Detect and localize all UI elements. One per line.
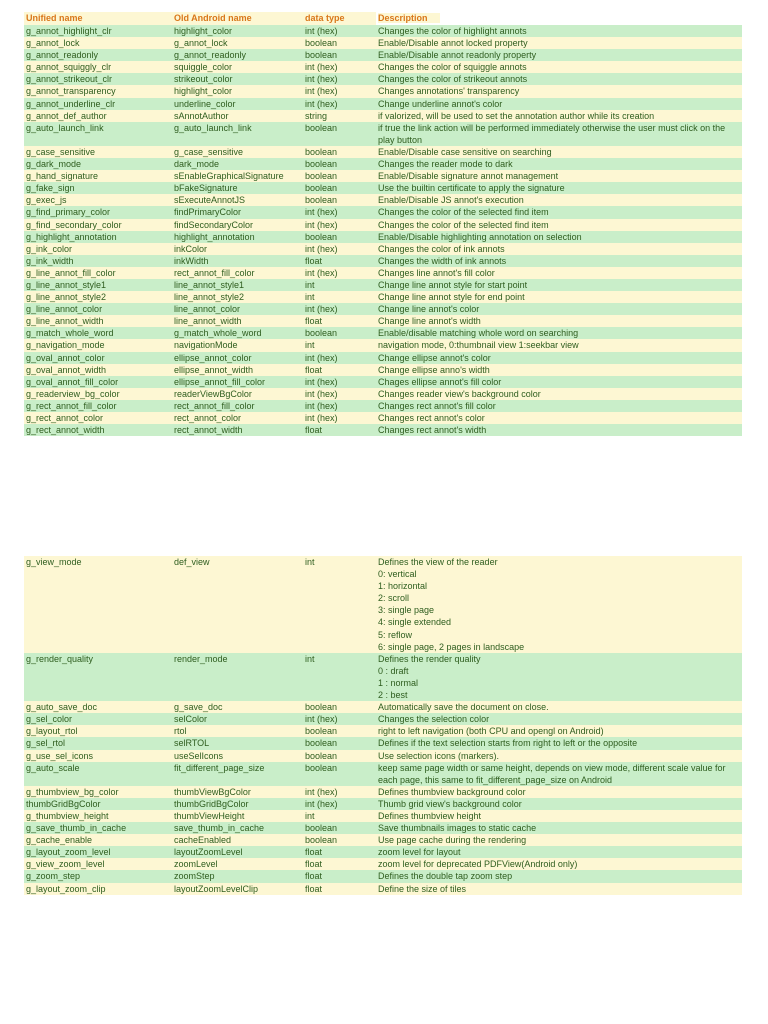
- cell-data-type: boolean: [303, 170, 376, 182]
- cell-old-android-name: thumbViewHeight: [172, 810, 303, 822]
- header-data-type: data type: [303, 12, 376, 25]
- table-row: [24, 182, 742, 194]
- cell-data-type: int (hex): [303, 388, 376, 400]
- cell-unified-name: g_sel_rtol: [24, 737, 172, 749]
- cell-unified-name: g_rect_annot_fill_color: [24, 400, 172, 412]
- cell-old-android-name: g_auto_launch_link: [172, 122, 303, 146]
- cell-unified-name: g_line_annot_style1: [24, 279, 172, 291]
- table-row: [24, 737, 742, 749]
- cell-data-type: int (hex): [303, 206, 376, 218]
- cell-unified-name: g_sel_color: [24, 713, 172, 725]
- cell-description: Change underline annot's color: [376, 98, 742, 110]
- cell-unified-name: g_annot_underline_clr: [24, 98, 172, 110]
- table-row: [24, 339, 742, 351]
- table-row: [24, 701, 742, 713]
- cell-data-type: int (hex): [303, 798, 376, 810]
- table-row: [24, 388, 742, 400]
- cell-data-type: float: [303, 364, 376, 376]
- cell-data-type: int (hex): [303, 25, 376, 37]
- cell-description: if true the link action will be performed immediately otherwise the user must click on the play button: [376, 122, 742, 146]
- cell-unified-name: g_annot_readonly: [24, 49, 172, 61]
- table-row: [24, 49, 742, 61]
- cell-old-android-name: g_match_whole_word: [172, 327, 303, 339]
- cell-old-android-name: layoutZoomLevel: [172, 846, 303, 858]
- table-row: [24, 810, 742, 822]
- cell-description: Changes rect annot's color: [376, 412, 742, 424]
- cell-description: Changes the width of ink annots: [376, 255, 742, 267]
- cell-data-type: int (hex): [303, 61, 376, 73]
- cell-old-android-name: rect_annot_fill_color: [172, 400, 303, 412]
- cell-old-android-name: render_mode: [172, 653, 303, 701]
- cell-description: Change line annot's color: [376, 303, 742, 315]
- cell-unified-name: g_cache_enable: [24, 834, 172, 846]
- table-row: [24, 713, 742, 725]
- cell-unified-name: g_dark_mode: [24, 158, 172, 170]
- cell-data-type: boolean: [303, 146, 376, 158]
- cell-old-android-name: bFakeSignature: [172, 182, 303, 194]
- cell-unified-name: g_thumbview_bg_color: [24, 786, 172, 798]
- cell-data-type: boolean: [303, 762, 376, 786]
- table-row: [24, 352, 742, 364]
- cell-description: Defines thumbview height: [376, 810, 742, 822]
- cell-unified-name: g_find_secondary_color: [24, 219, 172, 231]
- cell-old-android-name: ellipse_annot_color: [172, 352, 303, 364]
- cell-old-android-name: line_annot_style2: [172, 291, 303, 303]
- cell-unified-name: g_line_annot_style2: [24, 291, 172, 303]
- cell-description: Chages ellipse annot's fill color: [376, 376, 742, 388]
- cell-unified-name: g_rect_annot_width: [24, 424, 172, 436]
- cell-data-type: float: [303, 870, 376, 882]
- cell-data-type: boolean: [303, 327, 376, 339]
- cell-data-type: int: [303, 339, 376, 351]
- table-row: [24, 834, 742, 846]
- table-row: [24, 25, 742, 37]
- cell-old-android-name: useSelIcons: [172, 750, 303, 762]
- cell-data-type: boolean: [303, 834, 376, 846]
- cell-unified-name: g_oval_annot_fill_color: [24, 376, 172, 388]
- cell-data-type: boolean: [303, 737, 376, 749]
- table-row: [24, 243, 742, 255]
- cell-description: Enable/Disable signature annot management: [376, 170, 742, 182]
- table-row: [24, 37, 742, 49]
- cell-data-type: string: [303, 110, 376, 122]
- cell-data-type: int (hex): [303, 400, 376, 412]
- cell-old-android-name: squiggle_color: [172, 61, 303, 73]
- cell-data-type: int (hex): [303, 267, 376, 279]
- cell-description: Changes the selection color: [376, 713, 742, 725]
- table-row: [24, 98, 742, 110]
- cell-old-android-name: sExecuteAnnotJS: [172, 194, 303, 206]
- cell-old-android-name: selColor: [172, 713, 303, 725]
- cell-unified-name: g_match_whole_word: [24, 327, 172, 339]
- table-row: [24, 376, 742, 388]
- cell-data-type: int (hex): [303, 243, 376, 255]
- cell-unified-name: g_ink_color: [24, 243, 172, 255]
- cell-description: Changes the color of squiggle annots: [376, 61, 742, 73]
- cell-unified-name: g_oval_annot_color: [24, 352, 172, 364]
- cell-unified-name: g_line_annot_fill_color: [24, 267, 172, 279]
- cell-unified-name: g_annot_def_author: [24, 110, 172, 122]
- cell-description: Define the size of tiles: [376, 883, 742, 895]
- cell-old-android-name: highlight_annotation: [172, 231, 303, 243]
- cell-unified-name: g_line_annot_width: [24, 315, 172, 327]
- cell-old-android-name: save_thumb_in_cache: [172, 822, 303, 834]
- cell-unified-name: g_annot_transparency: [24, 85, 172, 97]
- cell-description: Changes reader view's background color: [376, 388, 742, 400]
- cell-description: Use the builtin certificate to apply the signature: [376, 182, 742, 194]
- cell-unified-name: g_highlight_annotation: [24, 231, 172, 243]
- cell-description: Changes rect annot's fill color: [376, 400, 742, 412]
- cell-description: Enable/Disable case sensitive on searching: [376, 146, 742, 158]
- cell-data-type: int: [303, 291, 376, 303]
- table-row: [24, 231, 742, 243]
- cell-unified-name: g_render_quality: [24, 653, 172, 701]
- cell-unified-name: g_exec_js: [24, 194, 172, 206]
- cell-data-type: int (hex): [303, 352, 376, 364]
- cell-old-android-name: strikeout_color: [172, 73, 303, 85]
- table-row: [24, 364, 742, 376]
- table-row: [24, 786, 742, 798]
- table-row: [24, 73, 742, 85]
- table-row: [24, 267, 742, 279]
- cell-old-android-name: def_view: [172, 556, 303, 653]
- table-row: [24, 219, 742, 231]
- cell-data-type: boolean: [303, 49, 376, 61]
- table-row: [24, 412, 742, 424]
- cell-old-android-name: thumbGridBgColor: [172, 798, 303, 810]
- cell-unified-name: g_auto_launch_link: [24, 122, 172, 146]
- cell-data-type: int: [303, 556, 376, 653]
- table-row: [24, 653, 742, 701]
- table-row: [24, 327, 742, 339]
- cell-old-android-name: line_annot_width: [172, 315, 303, 327]
- cell-data-type: float: [303, 846, 376, 858]
- cell-old-android-name: g_annot_lock: [172, 37, 303, 49]
- cell-unified-name: g_use_sel_icons: [24, 750, 172, 762]
- table-row: [24, 279, 742, 291]
- cell-description: Changes annotations' transparency: [376, 85, 742, 97]
- cell-old-android-name: rect_annot_fill_color: [172, 267, 303, 279]
- cell-data-type: int (hex): [303, 376, 376, 388]
- cell-unified-name: g_save_thumb_in_cache: [24, 822, 172, 834]
- cell-data-type: int (hex): [303, 219, 376, 231]
- table-header-row: [24, 12, 742, 25]
- cell-old-android-name: ellipse_annot_fill_color: [172, 376, 303, 388]
- table-row: [24, 194, 742, 206]
- cell-description: right to left navigation (both CPU and opengl on Android): [376, 725, 742, 737]
- cell-old-android-name: rect_annot_color: [172, 412, 303, 424]
- cell-description: Defines the view of the reader 0: vertical 1: horizontal 2: scroll 3: single page 4: single extended 5: reflow 6: single page, 2 pages in landscape: [376, 556, 742, 653]
- cell-data-type: int (hex): [303, 85, 376, 97]
- cell-description: Change line annot's width: [376, 315, 742, 327]
- cell-old-android-name: zoomLevel: [172, 858, 303, 870]
- cell-old-android-name: underline_color: [172, 98, 303, 110]
- cell-unified-name: g_thumbview_height: [24, 810, 172, 822]
- table-body-primary: [24, 25, 742, 436]
- config-table-primary: [24, 12, 742, 436]
- cell-description: Enable/Disable annot readonly property: [376, 49, 742, 61]
- cell-old-android-name: thumbViewBgColor: [172, 786, 303, 798]
- cell-old-android-name: g_case_sensitive: [172, 146, 303, 158]
- cell-data-type: float: [303, 883, 376, 895]
- table-row: [24, 291, 742, 303]
- cell-old-android-name: inkWidth: [172, 255, 303, 267]
- cell-description: Changes the reader mode to dark: [376, 158, 742, 170]
- table-row: [24, 750, 742, 762]
- cell-old-android-name: selRTOL: [172, 737, 303, 749]
- cell-unified-name: g_view_zoom_level: [24, 858, 172, 870]
- cell-data-type: boolean: [303, 750, 376, 762]
- cell-data-type: boolean: [303, 725, 376, 737]
- cell-unified-name: g_oval_annot_width: [24, 364, 172, 376]
- cell-data-type: int: [303, 279, 376, 291]
- cell-unified-name: g_annot_strikeout_clr: [24, 73, 172, 85]
- cell-unified-name: thumbGridBgColor: [24, 798, 172, 810]
- cell-description: Changes the color of the selected find item: [376, 219, 742, 231]
- table-row: [24, 255, 742, 267]
- cell-data-type: int (hex): [303, 412, 376, 424]
- cell-old-android-name: sAnnotAuthor: [172, 110, 303, 122]
- cell-data-type: boolean: [303, 37, 376, 49]
- table-row: [24, 85, 742, 97]
- cell-data-type: int (hex): [303, 303, 376, 315]
- config-table-secondary: [24, 556, 742, 895]
- cell-old-android-name: line_annot_color: [172, 303, 303, 315]
- cell-old-android-name: inkColor: [172, 243, 303, 255]
- cell-old-android-name: g_save_doc: [172, 701, 303, 713]
- cell-description: Use page cache during the rendering: [376, 834, 742, 846]
- cell-data-type: boolean: [303, 822, 376, 834]
- cell-description: Change line annot style for end point: [376, 291, 742, 303]
- cell-description: Changes rect annot's width: [376, 424, 742, 436]
- cell-old-android-name: highlight_color: [172, 85, 303, 97]
- header-unified-name: Unified name: [24, 12, 172, 25]
- cell-unified-name: g_case_sensitive: [24, 146, 172, 158]
- cell-unified-name: g_annot_highlight_clr: [24, 25, 172, 37]
- cell-unified-name: g_layout_zoom_level: [24, 846, 172, 858]
- cell-data-type: boolean: [303, 701, 376, 713]
- cell-old-android-name: readerViewBgColor: [172, 388, 303, 400]
- cell-data-type: float: [303, 424, 376, 436]
- cell-unified-name: g_ink_width: [24, 255, 172, 267]
- cell-description: Enable/Disable annot locked property: [376, 37, 742, 49]
- cell-description: Change line annot style for start point: [376, 279, 742, 291]
- table-row: [24, 206, 742, 218]
- cell-description: Defines the double tap zoom step: [376, 870, 742, 882]
- table-row: [24, 303, 742, 315]
- table-row: [24, 846, 742, 858]
- cell-old-android-name: rect_annot_width: [172, 424, 303, 436]
- cell-old-android-name: line_annot_style1: [172, 279, 303, 291]
- cell-unified-name: g_auto_scale: [24, 762, 172, 786]
- cell-data-type: int (hex): [303, 713, 376, 725]
- header-description: Description: [376, 12, 742, 25]
- table-row: [24, 762, 742, 786]
- table-row: [24, 870, 742, 882]
- cell-description: Changes the color of highlight annots: [376, 25, 742, 37]
- cell-data-type: boolean: [303, 182, 376, 194]
- cell-unified-name: g_annot_lock: [24, 37, 172, 49]
- cell-old-android-name: findSecondaryColor: [172, 219, 303, 231]
- cell-description: zoom level for deprecated PDFView(Android only): [376, 858, 742, 870]
- cell-description: Changes the color of strikeout annots: [376, 73, 742, 85]
- table-row: [24, 858, 742, 870]
- cell-description: Automatically save the document on close.: [376, 701, 742, 713]
- cell-unified-name: g_navigation_mode: [24, 339, 172, 351]
- cell-description: Defines if the text selection starts from right to left or the opposite: [376, 737, 742, 749]
- table-body-secondary: [24, 556, 742, 895]
- table-row: [24, 798, 742, 810]
- table-row: [24, 61, 742, 73]
- cell-data-type: boolean: [303, 194, 376, 206]
- cell-unified-name: g_annot_squiggly_clr: [24, 61, 172, 73]
- table-row: [24, 315, 742, 327]
- cell-description: Changes the color of ink annots: [376, 243, 742, 255]
- table-row: [24, 556, 742, 653]
- table-row: [24, 146, 742, 158]
- cell-old-android-name: findPrimaryColor: [172, 206, 303, 218]
- cell-data-type: boolean: [303, 158, 376, 170]
- cell-unified-name: g_zoom_step: [24, 870, 172, 882]
- cell-old-android-name: layoutZoomLevelClip: [172, 883, 303, 895]
- cell-description: navigation mode, 0:thumbnail view 1:seekbar view: [376, 339, 742, 351]
- table-row: [24, 822, 742, 834]
- cell-unified-name: g_hand_signature: [24, 170, 172, 182]
- cell-description: zoom level for layout: [376, 846, 742, 858]
- table-row: [24, 170, 742, 182]
- cell-unified-name: g_fake_sign: [24, 182, 172, 194]
- cell-old-android-name: ellipse_annot_width: [172, 364, 303, 376]
- cell-data-type: int (hex): [303, 73, 376, 85]
- table-row: [24, 400, 742, 412]
- cell-description: Change ellipse annot's color: [376, 352, 742, 364]
- cell-data-type: int (hex): [303, 786, 376, 798]
- cell-description: Enable/disable matching whole word on searching: [376, 327, 742, 339]
- table-row: [24, 725, 742, 737]
- cell-data-type: float: [303, 858, 376, 870]
- cell-data-type: float: [303, 315, 376, 327]
- cell-data-type: boolean: [303, 122, 376, 146]
- cell-old-android-name: cacheEnabled: [172, 834, 303, 846]
- cell-description: Change ellipse anno's width: [376, 364, 742, 376]
- cell-old-android-name: rtol: [172, 725, 303, 737]
- table-row: [24, 424, 742, 436]
- cell-description: Changes line annot's fill color: [376, 267, 742, 279]
- header-old-android-name: Old Android name: [172, 12, 303, 25]
- cell-old-android-name: dark_mode: [172, 158, 303, 170]
- cell-description: Defines thumbview background color: [376, 786, 742, 798]
- cell-old-android-name: sEnableGraphicalSignature: [172, 170, 303, 182]
- cell-description: Defines the render quality 0 : draft 1 : normal 2 : best: [376, 653, 742, 701]
- cell-unified-name: g_rect_annot_color: [24, 412, 172, 424]
- cell-old-android-name: zoomStep: [172, 870, 303, 882]
- cell-data-type: int: [303, 810, 376, 822]
- cell-unified-name: g_readerview_bg_color: [24, 388, 172, 400]
- cell-data-type: int (hex): [303, 98, 376, 110]
- cell-description: Use selection icons (markers).: [376, 750, 742, 762]
- cell-unified-name: g_auto_save_doc: [24, 701, 172, 713]
- cell-description: Thumb grid view's background color: [376, 798, 742, 810]
- cell-description: if valorized, will be used to set the annotation author while its creation: [376, 110, 742, 122]
- cell-unified-name: g_layout_rtol: [24, 725, 172, 737]
- cell-old-android-name: highlight_color: [172, 25, 303, 37]
- cell-data-type: float: [303, 255, 376, 267]
- cell-description: Enable/Disable JS annot's execution: [376, 194, 742, 206]
- cell-description: Save thumbnails images to static cache: [376, 822, 742, 834]
- cell-old-android-name: fit_different_page_size: [172, 762, 303, 786]
- cell-old-android-name: g_annot_readonly: [172, 49, 303, 61]
- cell-description: Enable/Disable highlighting annotation on selection: [376, 231, 742, 243]
- table-row: [24, 122, 742, 146]
- cell-unified-name: g_layout_zoom_clip: [24, 883, 172, 895]
- cell-old-android-name: navigationMode: [172, 339, 303, 351]
- table-row: [24, 158, 742, 170]
- table-row: [24, 110, 742, 122]
- cell-description: keep same page width or same height, depends on view mode, different scale value for each page, this same to fit_different_page_size on Android: [376, 762, 742, 786]
- cell-data-type: boolean: [303, 231, 376, 243]
- cell-unified-name: g_line_annot_color: [24, 303, 172, 315]
- cell-description: Changes the color of the selected find item: [376, 206, 742, 218]
- cell-unified-name: g_view_mode: [24, 556, 172, 653]
- cell-unified-name: g_find_primary_color: [24, 206, 172, 218]
- table-row: [24, 883, 742, 895]
- cell-data-type: int: [303, 653, 376, 701]
